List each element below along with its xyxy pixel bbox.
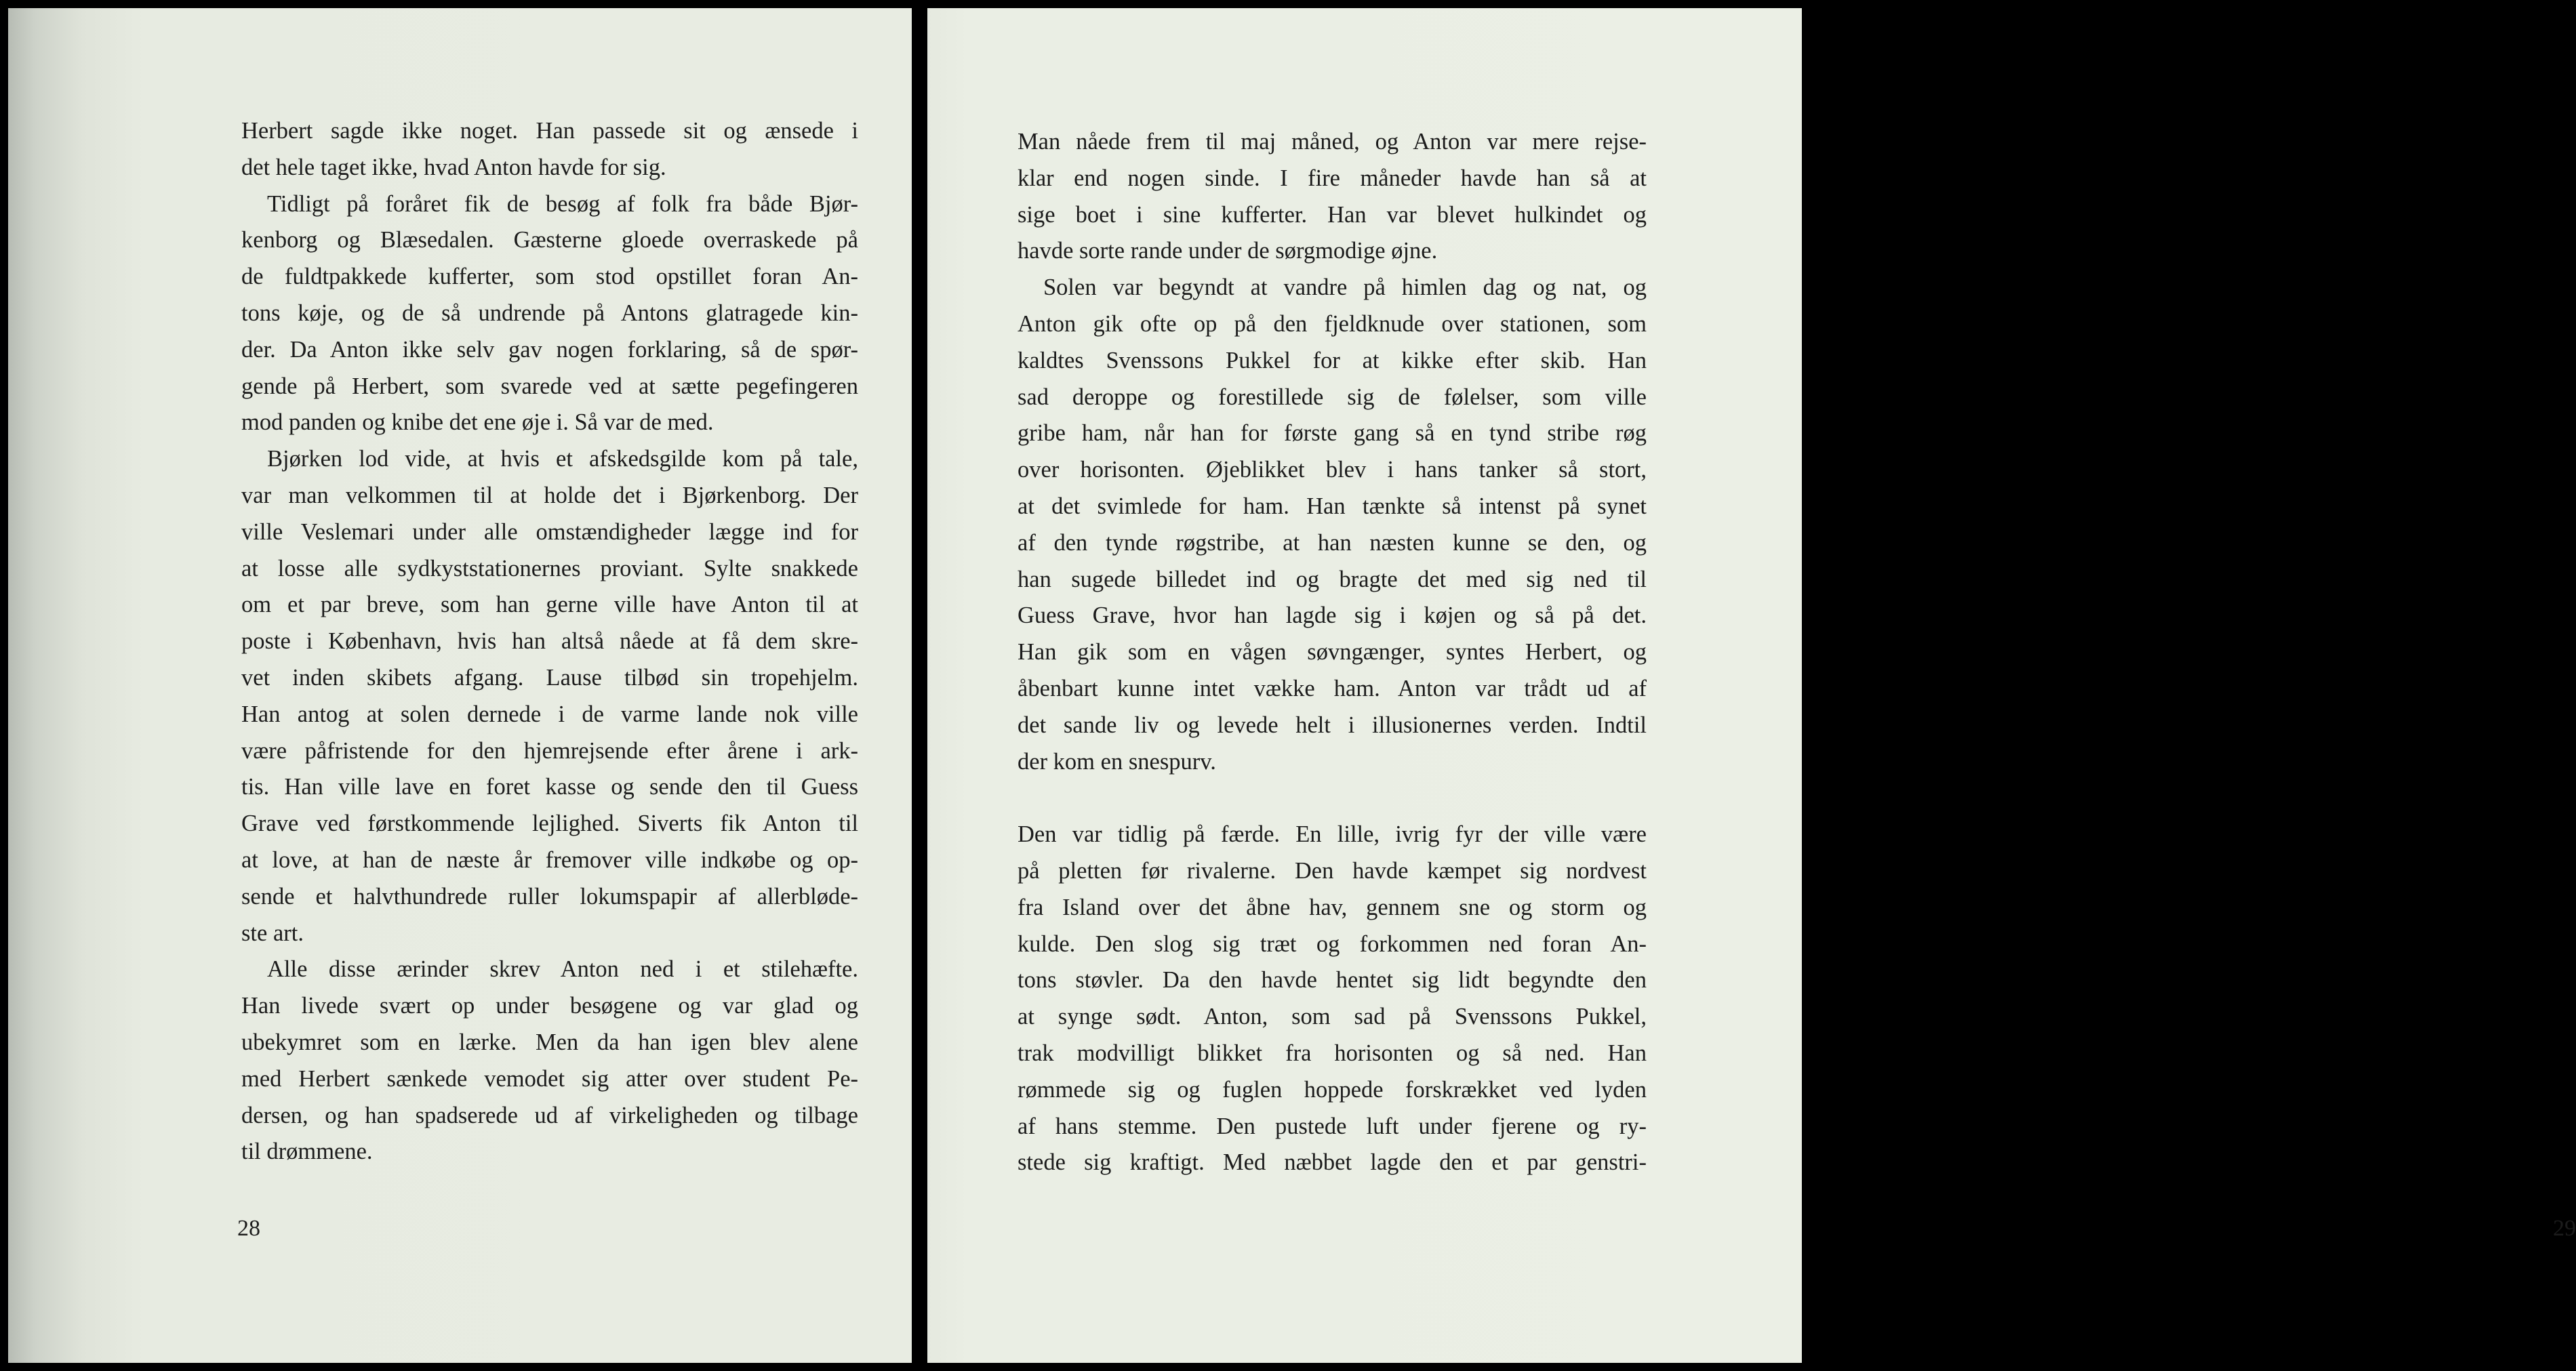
text-line: var man velkommen til at holde det i Bjørkenborg. Der	[241, 482, 858, 508]
paragraph	[241, 113, 858, 186]
text-line: med Herbert sænkede vemodet sig atter over student Pe-	[241, 1065, 858, 1092]
text-line: vet inden skibets afgang. Lause tilbød sin tropehjelm.	[241, 664, 858, 691]
paragraph	[241, 186, 858, 442]
text-line: Han antog at solen dernede i de varme lande nok ville	[241, 701, 858, 727]
section-break	[1018, 780, 1647, 817]
text-line: på pletten før rivalerne. Den havde kæmpet sig nordvest	[1018, 857, 1647, 884]
text-line: fra Island over det åbne hav, gennem sne og storm og	[1018, 894, 1647, 920]
text-line: kaldtes Svenssons Pukkel for at kikke efter skib. Han	[1018, 347, 1647, 373]
text-line: Alle disse ærinder skrev Anton ned i et stilehæfte.	[267, 956, 858, 983]
text-line: ste art.	[241, 920, 304, 946]
text-line: at losse alle sydkyststationernes proviant. Sylte snakkede	[241, 555, 858, 581]
paragraph	[241, 441, 858, 951]
page-number-left: 28	[237, 1216, 260, 1241]
text-line: mod panden og knibe det ene øje i. Så var de med.	[241, 409, 714, 436]
right-page-body	[1018, 124, 1647, 1181]
text-line: gende på Herbert, som svarede ved at sætte pegefingeren	[241, 373, 858, 399]
text-line: af den tynde røgstribe, at han næsten kunne se den, og	[1018, 529, 1647, 556]
text-line: at det svimlede for ham. Han tænkte så intenst på synet	[1018, 493, 1647, 519]
text-line: kenborg og Blæsedalen. Gæsterne gloede overraskede på	[241, 227, 858, 253]
text-line: ubekymret som en lærke. Men da han igen blev alene	[241, 1029, 858, 1055]
text-line: det sande liv og levede helt i illusionernes verden. Indtil	[1018, 712, 1647, 738]
left-page-body	[241, 113, 858, 1170]
text-line: at synge sødt. Anton, som sad på Svenssons Pukkel,	[1018, 1004, 1647, 1030]
text-line: trak modvilligt blikket fra horisonten og så ned. Han	[1018, 1040, 1647, 1066]
text-line: Han livede svært op under besøgene og var glad og	[241, 993, 858, 1019]
paragraph	[241, 951, 858, 1170]
text-line: det hele taget ikke, hvad Anton havde for sig.	[241, 154, 666, 180]
text-line: Bjørken lod vide, at hvis et afskedsgilde kom på tale,	[267, 446, 858, 472]
text-line: kulde. Den slog sig træt og forkommen ned foran An-	[1018, 930, 1647, 957]
text-line: Man nåede frem til maj måned, og Anton var mere rejse-	[1018, 129, 1647, 155]
text-line: der kom en snespurv.	[1018, 748, 1216, 775]
text-line: være påfristende for den hjemrejsende efter årene i ark-	[241, 737, 858, 764]
text-line: tons støvler. Da den havde hentet sig lidt begyndte den	[1018, 967, 1647, 994]
left-page	[8, 8, 912, 1363]
text-line: af hans stemme. Den pustede luft under fjerene og ry-	[1018, 1113, 1647, 1139]
text-line: sende et halvthundrede ruller lokumspapir af allerbløde-	[241, 883, 858, 909]
text-line: sad deroppe og forestillede sig de følelser, som ville	[1018, 384, 1647, 410]
text-line: han sugede billedet ind og bragte det med sig ned til	[1018, 566, 1647, 592]
text-line: rømmede sig og fuglen hoppede forskrækket ved lyden	[1018, 1076, 1647, 1103]
text-line: Guess Grave, hvor han lagde sig i køjen og så på det.	[1018, 602, 1647, 629]
text-line: Herbert sagde ikke noget. Han passede sit og ænsede i	[241, 118, 858, 144]
text-line: klar end nogen sinde. I fire måneder havde han så at	[1018, 165, 1647, 191]
text-line: sige boet i sine kufferter. Han var blevet hulkindet og	[1018, 201, 1647, 228]
text-line: tis. Han ville lave en foret kasse og sende den til Guess	[241, 774, 858, 800]
text-line: ville Veslemari under alle omstændigheder lægge ind for	[241, 518, 858, 545]
text-line: Tidligt på foråret fik de besøg af folk fra både Bjør-	[267, 190, 858, 217]
text-line: Solen var begyndt at vandre på himlen dag og nat, og	[1043, 274, 1647, 301]
text-line: til drømmene.	[241, 1139, 373, 1165]
text-line: stede sig kraftigt. Med næbbet lagde den et par genstri-	[1018, 1149, 1647, 1176]
text-line: Grave ved førstkommende lejlighed. Siverts fik Anton til	[241, 811, 858, 837]
text-line: Anton gik ofte op på den fjeldknude over stationen, som	[1018, 310, 1647, 337]
paragraph	[1018, 817, 1647, 1181]
text-line: dersen, og han spadserede ud af virkeligheden og tilbage	[241, 1102, 858, 1128]
text-line: der. Da Anton ikke selv gav nogen forklaring, så de spør-	[241, 336, 858, 363]
text-line: åbenbart kunne intet vække ham. Anton var trådt ud af	[1018, 675, 1647, 701]
page-number-right: 29	[2553, 1216, 2576, 1241]
text-line: havde sorte rande under de sørgmodige øjne.	[1018, 238, 1438, 264]
text-line: om et par breve, som han gerne ville have Anton til at	[241, 592, 858, 618]
text-line: de fuldtpakkede kufferter, som stod opstillet foran An-	[241, 264, 858, 290]
text-line: Den var tidlig på færde. En lille, ivrig fyr der ville være	[1018, 821, 1647, 848]
text-line: Han gik som en vågen søvngænger, syntes Herbert, og	[1018, 639, 1647, 666]
text-line: at love, at han de næste år fremover ville indkøbe og op-	[241, 846, 858, 873]
paragraph	[1018, 124, 1647, 270]
text-line: poste i København, hvis han altså nåede at få dem skre-	[241, 628, 858, 655]
text-line: gribe ham, når han for første gang så en tynd stribe røg	[1018, 420, 1647, 447]
text-line: over horisonten. Øjeblikket blev i hans tanker så stort,	[1018, 457, 1647, 483]
paragraph	[1018, 270, 1647, 780]
text-line: tons køje, og de så undrende på Antons glatragede kin-	[241, 300, 858, 326]
right-page	[927, 8, 2576, 1363]
